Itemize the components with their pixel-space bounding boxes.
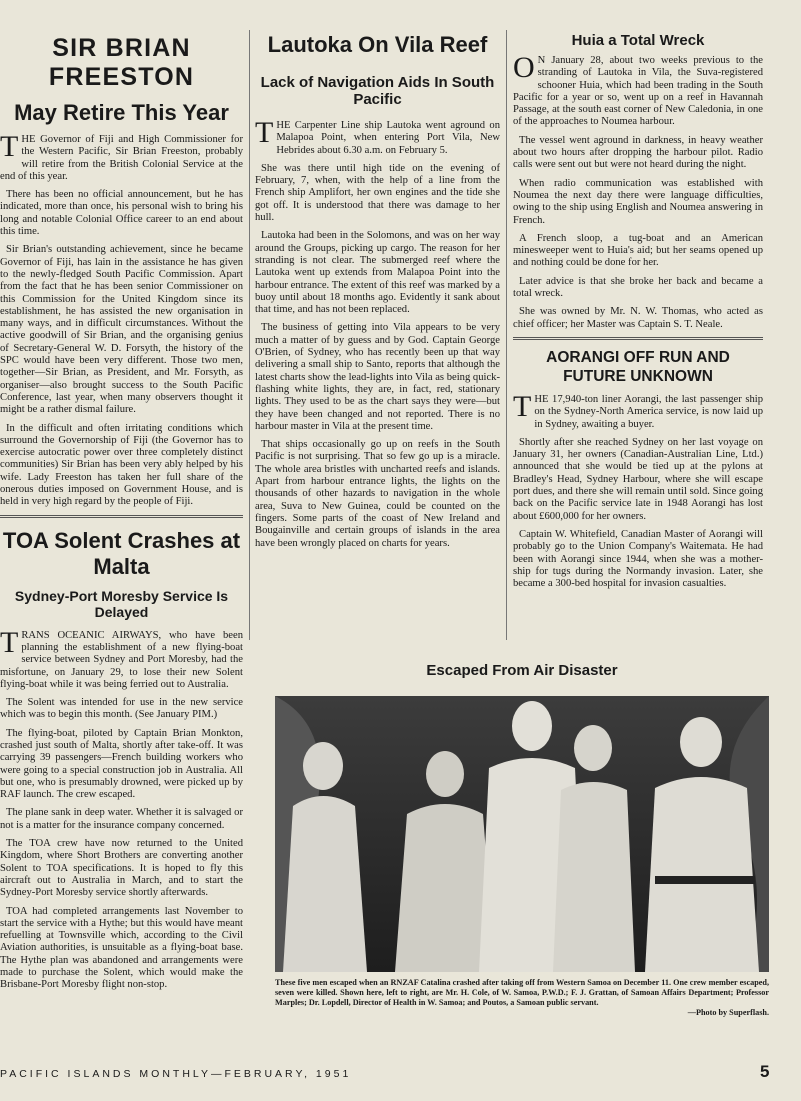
drop-cap: T bbox=[0, 625, 19, 659]
headline: TOA Solent Crashes at Malta bbox=[2, 527, 241, 579]
paragraph: That ships occasionally go up on reefs in the South Pacific is not surprising. That so few go up is a miracle. The whole area bristles with uncharted reefs and islands. Apart from harbour entrance lights, the lights on the thousands of other hazards to navigation in the whole area, Suva to New Guinea, could be counted on the fingers. Some parts of the coast of New Ireland and Bougainville and certain groups of islands in the area have been wrongly placed on charts for years. bbox=[255, 439, 500, 549]
paragraph: Sir Brian's outstanding achievement, since he became Governor of Fiji, has lain in the assistance he has given to the newly-fledged South Pacific Commission. Apart from the fact that he has been senior Commissioner on this Commission for the United Kingdom since its establishment, he has assisted the new organisation in many ways, and in difficult circumstances. Without the active goodwill of Sir Brian, and the organising genius of Secretary-General W. D. Forsyth, the history of the SPC would have been very different. Those two men, together—Sir Brian, as President, and Mr. Forsyth, as organiser—also brought success to the South Pacific Conference, last year, when many observers thought it might be a rather dismal failure. bbox=[0, 244, 243, 416]
paragraph: A French sloop, a tug-boat and an American minesweeper went to Huia's aid; but her seams opened up and nothing could be done for her. bbox=[513, 232, 763, 269]
photo-title: Escaped From Air Disaster bbox=[426, 662, 618, 679]
paragraph: O N January 28, about two weeks previous to the stranding of Lautoka in Vila, the Suva-registered schooner Huia, which had been trading in the South Pacific for a year or so, went up on a reef in Havannah Passage, at the south east corner of New Caledonia, in one of the approaches to Noumea harbour. bbox=[513, 51, 763, 128]
subheadline: Lack of Navigation Aids In South Pacific bbox=[260, 74, 495, 108]
paragraph: The business of getting into Vila appears to be very much a matter of by guess and by God. Captain George O'Brien, of Sydney, who has recently been up that way delivering a small ship to Santo, reports that although the latest charts show the lead-lights into Vila as being quick-flashing white lights, they are, in fact, red, stationary lights. They used to be as the chart says they were—but they have been changed and not reported. There is no harbour master in Vila at the present time. bbox=[255, 322, 500, 432]
section-divider bbox=[513, 337, 763, 338]
section-divider bbox=[0, 517, 243, 518]
page-number: 5 bbox=[760, 1062, 770, 1081]
column-rule bbox=[249, 30, 250, 640]
article-lautoka bbox=[255, 32, 500, 550]
paragraph: TRANS OCEANIC AIRWAYS, who have been planning the establishment of a new flying-boat service between Sydney and Port Moresby, had the misfortune, on January 29, to lose their new Solent flying-boat while it was being ferried out to Australia. bbox=[0, 625, 243, 690]
section-divider bbox=[0, 515, 243, 516]
paragraph: When radio communication was established with Noumea the next day there were language difficulties, owing to the ship using English and Noumea answering in French. bbox=[513, 177, 763, 226]
headline: SIR BRIAN FREESTON bbox=[48, 34, 195, 91]
drop-cap: T bbox=[513, 389, 532, 423]
photo-caption bbox=[275, 978, 769, 1018]
paragraph: TOA had completed arrangements last November to start the service with a Hythe; but this would have meant refuelling at Townsville which, according to the Civil Aviation authorities, is unsuitable as a flying-boat base. The Hythe plan was abandoned and arrangements were made to purchase the Solent, which would make the Brisbane-Port Moresby flight non-stop. bbox=[0, 905, 243, 991]
running-footer: PACIFIC ISLANDS MONTHLY—FEBRUARY, 1951 bbox=[0, 1068, 352, 1080]
paragraph: The plane sank in deep water. Whether it is salvaged or not is a matter for the insurance company concerned. bbox=[0, 807, 243, 831]
group-photo bbox=[275, 696, 769, 972]
drop-cap: T bbox=[0, 130, 19, 163]
headline: Huia a Total Wreck bbox=[571, 32, 705, 49]
column-left bbox=[0, 30, 243, 998]
article-brian-freeston bbox=[0, 34, 243, 509]
paragraph: In the difficult and often irritating conditions which surround the Governorship of Fiji (the Governor has to exercise autocratic power over three completely distinct communities) Sir Brian has been very ably helped by his wife. Lady Freeston has taken her full share of the onerous duties imposed on Government House, and is held in very high regard by the people of Fiji. bbox=[0, 422, 243, 508]
column-middle bbox=[255, 30, 500, 556]
paragraph: THE 17,940-ton liner Aorangi, the last passenger ship on the Sydney-North America service, is now laid up in Sydney, awaiting a buyer. bbox=[513, 389, 763, 430]
article-huia bbox=[513, 32, 763, 331]
section-divider bbox=[513, 339, 763, 340]
paragraph: There has been no official announcement, but he has indicated, more than once, his personal wish to bring his long and notable Colonial Office career to an end about this time. bbox=[0, 189, 243, 238]
paragraph: Captain W. Whitefield, Canadian Master of Aorangi will probably go to the Union Company's Waitemata. He had been with Aorangi since 1944, when she was a mother-ship for tugs during the Normandy invasion. Later, she became a 300-bed hospital for invasion casualties. bbox=[513, 528, 763, 590]
article-aorangi bbox=[513, 348, 763, 590]
column-rule bbox=[506, 30, 507, 640]
article-toa-solent bbox=[0, 528, 243, 992]
subheadline: Sydney-Port Moresby Service Is Delayed bbox=[14, 587, 229, 620]
paragraph: The TOA crew have now returned to the United Kingdom, where Short Brothers are converting another Solent to TOA specifications. It is hoped to fly this aircraft out to Australia in March, and to start the Sydney-Port Moresby service shortly afterwards. bbox=[0, 838, 243, 899]
paragraph: THE Governor of Fiji and High Commissioner for the Western Pacific, Sir Brian Freeston, probably will retire from the British Colonial Service at the end of this year. bbox=[0, 130, 243, 182]
paragraph: The flying-boat, piloted by Captain Brian Monkton, crashed just south of Malta, shortly after take-off. It was carrying 39 passengers—French building workers who were going to a special construction job in Australia. All but one, who is presumably drowned, were picked up by RAF launch. The crew escaped. bbox=[0, 727, 243, 801]
caption-text: These five men escaped when an RNZAF Catalina crashed after taking off from Western Samoa on December 11. One crew member escaped, seven were killed. Shown here, left to right, are Mr. H. Cole, of W. Samoa, P.W.D.; F. J. Grattan, of Samoan Affairs Department; Professor Marples; Dr. Lopdell, Director of Health in W. Samoa; and Poutos, a Samoan public servant. bbox=[275, 978, 769, 1007]
paragraph: Later advice is that she broke her back and became a total wreck. bbox=[513, 275, 763, 300]
column-right bbox=[513, 30, 763, 596]
subheadline: May Retire This Year bbox=[14, 100, 229, 125]
paragraph: She was owned by Mr. N. W. Thomas, who acted as chief officer; her Master was Captain S. T. Neale. bbox=[513, 306, 763, 330]
drop-cap: O bbox=[513, 51, 535, 84]
paragraph: THE Carpenter Line ship Lautoka went aground on Malapoa Point, when entering Port Vila, New Hebrides about 6.30 a.m. on February 5. bbox=[255, 116, 500, 156]
paragraph: The vessel went aground in darkness, in heavy weather about two hours after dropping the harbour pilot. Radio calls were sent out but were not heard during the night. bbox=[513, 134, 763, 171]
paragraph: Lautoka had been in the Solomons, and was on her way around the Groups, picking up cargo. The reason for her stranding is not clear. The submerged reef where the Lautoka went up extends from Malapoa Point into the harbour entrance. The extent of this reef was marked by a buoy until about 18 months ago. Evidently it sank about that time, and has not been replaced. bbox=[255, 230, 500, 316]
photo-credit: —Photo by Superflash. bbox=[687, 1008, 769, 1017]
photo-illustration bbox=[275, 696, 769, 972]
paragraph: She was there until high tide on the evening of February, 7, when, with the help of a line from the French ship Amplifort, her own engines and the tide she got off. It is understood that there was damage to her hull. bbox=[255, 162, 500, 224]
headline: Lautoka On Vila Reef bbox=[267, 32, 488, 57]
headline: AORANGI OFF RUN AND FUTURE UNKNOWN bbox=[546, 348, 730, 385]
paragraph: The Solent was intended for use in the new service which was to begin this month. (See January PIM.) bbox=[0, 697, 243, 721]
drop-cap: T bbox=[255, 116, 274, 149]
paragraph: Shortly after she reached Sydney on her last voyage on January 31, her owners (Canadian-Australian Line, Ltd.) announced that she would be tied up at the pylons at Bradley's Head, Sydney Harbour, where she will escape port dues, and there she will remain until sold. Since going back on the Pacific service late in 1948 Aorangi has lost about £600,000 for her owners. bbox=[513, 436, 763, 522]
